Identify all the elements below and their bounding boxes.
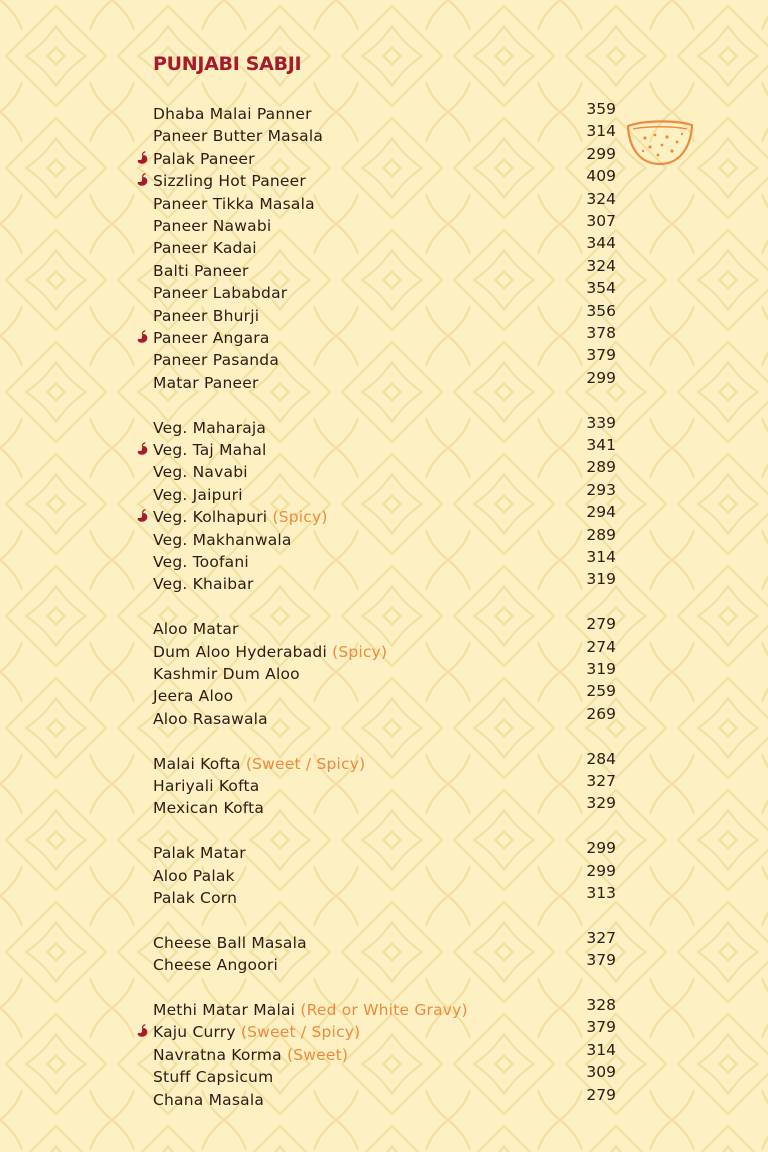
chili-icon bbox=[136, 509, 149, 523]
item-price: 329 bbox=[586, 794, 616, 813]
item-name bbox=[153, 777, 259, 795]
item-price: 259 bbox=[586, 682, 616, 701]
item-name-text: Cheese Angoori bbox=[153, 956, 278, 975]
item-name-text: Paneer Angara bbox=[153, 329, 270, 347]
item-price: 274 bbox=[586, 637, 616, 656]
menu-item bbox=[0, 460, 768, 482]
item-name-text: Methi Matar Malai bbox=[153, 1001, 296, 1019]
item-note: (Spicy) bbox=[332, 642, 388, 661]
item-name bbox=[153, 1023, 360, 1041]
menu-item bbox=[0, 861, 768, 886]
item-name bbox=[153, 575, 254, 593]
item-name-text: Sizzling Hot Paneer bbox=[153, 172, 306, 191]
item-name-text: Veg. Toofani bbox=[153, 553, 249, 571]
item-name-text: Paneer Lababdar bbox=[153, 284, 288, 303]
menu-item bbox=[0, 236, 768, 258]
item-price: 279 bbox=[586, 615, 616, 634]
menu-item bbox=[0, 1040, 768, 1065]
item-name-text: Paneer Kadai bbox=[153, 239, 257, 258]
item-price: 319 bbox=[586, 660, 616, 678]
menu-item bbox=[0, 256, 768, 281]
item-price: 299 bbox=[586, 144, 616, 163]
menu-item bbox=[0, 704, 768, 729]
item-name bbox=[153, 1068, 273, 1086]
item-name-text: Dum Aloo Hyderabadi bbox=[153, 642, 327, 661]
item-name bbox=[153, 665, 300, 683]
item-name-text: Aloo Rasawala bbox=[153, 709, 268, 728]
item-name-text: Palak Corn bbox=[153, 889, 238, 907]
item-price: 293 bbox=[586, 480, 616, 499]
item-name bbox=[153, 755, 365, 773]
item-name-text: Navratna Korma bbox=[153, 1045, 282, 1064]
menu-item bbox=[0, 749, 768, 774]
item-name bbox=[153, 844, 246, 862]
item-name bbox=[153, 195, 315, 213]
menu-item bbox=[0, 550, 768, 572]
item-name-text: Veg. Navabi bbox=[153, 463, 248, 482]
chili-icon bbox=[136, 330, 149, 344]
item-price: 299 bbox=[586, 839, 616, 858]
menu-item bbox=[0, 348, 768, 370]
item-name bbox=[153, 284, 287, 302]
item-name-text: Aloo Palak bbox=[153, 866, 235, 885]
item-name-text: Cheese Ball Masala bbox=[153, 933, 307, 952]
item-name-text: Palak Paneer bbox=[153, 149, 255, 168]
item-name-text: Mexican Kofta bbox=[153, 799, 265, 818]
menu-item bbox=[0, 998, 768, 1020]
item-price: 289 bbox=[586, 458, 616, 477]
item-name-text: Paneer Bhurji bbox=[153, 306, 260, 325]
chili-icon bbox=[136, 151, 149, 165]
item-name bbox=[153, 867, 235, 885]
item-price: 299 bbox=[586, 861, 616, 880]
item-name bbox=[153, 531, 292, 549]
item-price: 284 bbox=[586, 749, 616, 768]
item-note: (Sweet / Spicy) bbox=[245, 754, 366, 773]
item-price: 328 bbox=[586, 996, 616, 1014]
item-name bbox=[153, 1001, 468, 1019]
item-price: 356 bbox=[586, 301, 616, 320]
item-name-text: Veg. Jaipuri bbox=[153, 485, 243, 504]
item-price: 379 bbox=[586, 346, 616, 365]
item-name bbox=[153, 150, 255, 168]
item-name-text: Chana Masala bbox=[153, 1090, 265, 1109]
item-price: 339 bbox=[586, 413, 616, 432]
item-price: 307 bbox=[586, 212, 616, 230]
item-price: 344 bbox=[586, 234, 616, 253]
item-price: 314 bbox=[586, 1040, 616, 1059]
item-price: 314 bbox=[586, 122, 616, 141]
item-note: (Red or White Gravy) bbox=[300, 1001, 468, 1019]
item-price: 409 bbox=[586, 167, 616, 186]
item-name-text: Veg. Maharaja bbox=[153, 418, 267, 437]
item-name bbox=[153, 329, 270, 347]
item-name bbox=[153, 239, 257, 257]
item-price: 327 bbox=[586, 772, 616, 790]
item-note: (Spicy) bbox=[272, 508, 328, 527]
item-name-text: Dhaba Malai Panner bbox=[153, 105, 312, 123]
item-name bbox=[153, 463, 248, 481]
item-name-text: Paneer Nawabi bbox=[153, 217, 272, 235]
menu-item bbox=[0, 886, 768, 908]
item-price: 319 bbox=[586, 570, 616, 589]
menu-item bbox=[0, 572, 768, 594]
item-name bbox=[153, 620, 239, 638]
item-name-text: Paneer Tikka Masala bbox=[153, 194, 315, 213]
item-name-text: Aloo Matar bbox=[153, 620, 239, 639]
item-name bbox=[153, 956, 278, 974]
item-note: (Sweet / Spicy) bbox=[240, 1023, 361, 1042]
item-price: 324 bbox=[586, 256, 616, 275]
menu-item bbox=[0, 144, 768, 169]
item-name bbox=[153, 508, 328, 526]
item-price: 341 bbox=[586, 436, 616, 454]
menu-item bbox=[0, 953, 768, 975]
item-note: (Sweet) bbox=[286, 1045, 349, 1064]
item-price: 313 bbox=[586, 884, 616, 902]
item-name-text: Matar Paneer bbox=[153, 373, 259, 392]
menu-item bbox=[0, 124, 768, 146]
menu-item bbox=[0, 102, 768, 124]
item-name bbox=[153, 799, 264, 817]
item-name-text: Veg. Taj Mahal bbox=[153, 441, 267, 459]
menu-item bbox=[0, 1020, 768, 1042]
item-name-text: Kaju Curry bbox=[153, 1023, 236, 1042]
menu-item bbox=[0, 684, 768, 706]
item-name bbox=[153, 441, 267, 459]
item-price: 379 bbox=[586, 1018, 616, 1037]
item-name bbox=[153, 486, 243, 504]
item-name-text: Veg. Kolhapuri bbox=[153, 508, 268, 527]
item-name-text: Malai Kofta bbox=[153, 754, 241, 773]
menu-item bbox=[0, 169, 768, 191]
item-name bbox=[153, 1046, 348, 1064]
menu-item bbox=[0, 480, 768, 505]
menu-item bbox=[0, 796, 768, 818]
item-price: 279 bbox=[586, 1085, 616, 1104]
item-price: 294 bbox=[586, 503, 616, 522]
item-name bbox=[153, 687, 233, 705]
item-price: 289 bbox=[586, 525, 616, 544]
menu-item bbox=[0, 281, 768, 303]
menu-item bbox=[0, 326, 768, 348]
menu-item bbox=[0, 662, 768, 684]
item-name bbox=[153, 419, 266, 437]
item-name bbox=[153, 262, 249, 280]
item-name-text: Balti Paneer bbox=[153, 261, 249, 280]
item-name bbox=[153, 105, 312, 123]
item-name bbox=[153, 1091, 264, 1109]
item-name bbox=[153, 127, 323, 145]
item-name bbox=[153, 643, 387, 661]
item-price: 378 bbox=[586, 324, 616, 342]
item-name-text: Stuff Capsicum bbox=[153, 1068, 274, 1087]
item-name bbox=[153, 710, 268, 728]
menu-item bbox=[0, 438, 768, 460]
item-name-text: Jeera Aloo bbox=[153, 687, 234, 706]
menu-item bbox=[0, 841, 768, 863]
menu-item bbox=[0, 617, 768, 639]
menu-item bbox=[0, 301, 768, 326]
menu-item bbox=[0, 1065, 768, 1087]
item-price: 299 bbox=[586, 368, 616, 387]
menu-item bbox=[0, 214, 768, 236]
item-name bbox=[153, 307, 259, 325]
item-name-text: Hariyali Kofta bbox=[153, 777, 260, 795]
item-name bbox=[153, 217, 271, 235]
item-price: 379 bbox=[586, 951, 616, 970]
item-name bbox=[153, 889, 237, 907]
item-name-text: Paneer Butter Masala bbox=[153, 127, 324, 146]
menu-item bbox=[0, 505, 768, 527]
section-title: PUNJABI SABJI bbox=[153, 53, 302, 75]
chili-icon bbox=[136, 1024, 149, 1038]
item-name bbox=[153, 374, 259, 392]
menu-item bbox=[0, 368, 768, 393]
item-name bbox=[153, 172, 306, 190]
menu-item bbox=[0, 774, 768, 796]
item-price: 359 bbox=[586, 100, 616, 118]
item-price: 327 bbox=[586, 928, 616, 947]
menu-item bbox=[0, 637, 768, 662]
item-name bbox=[153, 553, 249, 571]
item-name bbox=[153, 934, 307, 952]
menu-item bbox=[0, 413, 768, 438]
item-name bbox=[153, 351, 279, 369]
menu-item bbox=[0, 1085, 768, 1110]
item-name-text: Kashmir Dum Aloo bbox=[153, 665, 300, 683]
item-name-text: Paneer Pasanda bbox=[153, 351, 280, 370]
menu-item bbox=[0, 525, 768, 550]
chili-icon bbox=[136, 173, 149, 187]
item-price: 354 bbox=[586, 279, 616, 298]
item-name-text: Veg. Khaibar bbox=[153, 575, 254, 594]
item-price: 314 bbox=[586, 548, 616, 566]
item-price: 269 bbox=[586, 704, 616, 723]
item-price: 309 bbox=[586, 1063, 616, 1082]
menu-item bbox=[0, 189, 768, 214]
item-name-text: Palak Matar bbox=[153, 844, 246, 863]
chili-icon bbox=[136, 442, 149, 456]
menu-item bbox=[0, 928, 768, 953]
item-price: 324 bbox=[586, 189, 616, 208]
item-name-text: Veg. Makhanwala bbox=[153, 530, 292, 549]
